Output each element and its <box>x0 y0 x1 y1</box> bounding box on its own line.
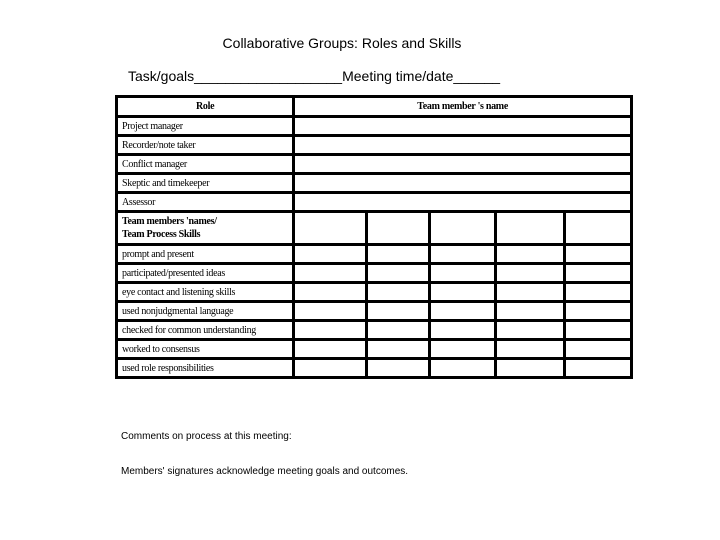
skill-score-cell[interactable] <box>294 245 366 264</box>
role-label: Project manager <box>117 117 294 136</box>
member-name-cell[interactable] <box>366 212 430 245</box>
skill-score-cell[interactable] <box>366 264 430 283</box>
role-row <box>117 174 632 193</box>
skill-row <box>117 283 632 302</box>
skill-score-cell[interactable] <box>495 302 565 321</box>
role-label: Skeptic and timekeeper <box>117 174 294 193</box>
member-name-cell[interactable] <box>294 136 632 155</box>
skill-score-cell[interactable] <box>366 321 430 340</box>
member-name-header: Team member 's name <box>294 97 632 117</box>
skill-row <box>117 359 632 378</box>
skill-row <box>117 321 632 340</box>
skill-score-cell[interactable] <box>565 245 632 264</box>
skill-score-cell[interactable] <box>294 264 366 283</box>
role-row <box>117 136 632 155</box>
skill-score-cell[interactable] <box>430 283 496 302</box>
skill-label: eye contact and listening skills <box>117 283 294 302</box>
skill-score-cell[interactable] <box>430 340 496 359</box>
skill-label: prompt and present <box>117 245 294 264</box>
skill-score-cell[interactable] <box>294 302 366 321</box>
skill-score-cell[interactable] <box>430 264 496 283</box>
skill-row <box>117 245 632 264</box>
role-row <box>117 117 632 136</box>
skill-score-cell[interactable] <box>430 302 496 321</box>
skill-score-cell[interactable] <box>366 283 430 302</box>
role-label: Conflict manager <box>117 155 294 174</box>
skill-row <box>117 302 632 321</box>
role-row <box>117 155 632 174</box>
skill-score-cell[interactable] <box>495 321 565 340</box>
member-name-cell[interactable] <box>294 212 366 245</box>
skill-row <box>117 264 632 283</box>
skills-header-line1: Team members 'names/ <box>122 216 217 227</box>
roles-skills-table <box>115 95 633 379</box>
skill-score-cell[interactable] <box>430 245 496 264</box>
skill-label: used role responsibilities <box>117 359 294 378</box>
table-header-row <box>117 97 632 117</box>
role-label: Assessor <box>117 193 294 212</box>
skill-score-cell[interactable] <box>366 359 430 378</box>
comments-label: Comments on process at this meeting: <box>121 431 292 442</box>
skill-row <box>117 340 632 359</box>
skill-score-cell[interactable] <box>294 340 366 359</box>
member-name-cell[interactable] <box>294 193 632 212</box>
member-name-cell[interactable] <box>294 155 632 174</box>
task-meeting-line[interactable]: Task/goals___________________Meeting time/date______ <box>128 68 501 84</box>
skill-label: worked to consensus <box>117 340 294 359</box>
member-name-cell[interactable] <box>565 212 632 245</box>
team-members-row <box>117 212 632 245</box>
skill-score-cell[interactable] <box>565 340 632 359</box>
skill-score-cell[interactable] <box>495 283 565 302</box>
role-row <box>117 193 632 212</box>
page-title: Collaborative Groups: Roles and Skills <box>222 35 462 51</box>
member-name-cell[interactable] <box>294 174 632 193</box>
skill-score-cell[interactable] <box>495 359 565 378</box>
skill-score-cell[interactable] <box>430 321 496 340</box>
skill-label: checked for common understanding <box>117 321 294 340</box>
skills-header <box>117 212 294 245</box>
member-name-cell[interactable] <box>294 117 632 136</box>
skill-score-cell[interactable] <box>294 321 366 340</box>
member-name-cell[interactable] <box>430 212 496 245</box>
skill-score-cell[interactable] <box>565 302 632 321</box>
skill-score-cell[interactable] <box>366 340 430 359</box>
skill-label: participated/presented ideas <box>117 264 294 283</box>
role-header: Role <box>117 97 294 117</box>
role-label: Recorder/note taker <box>117 136 294 155</box>
skill-score-cell[interactable] <box>565 321 632 340</box>
skill-score-cell[interactable] <box>366 245 430 264</box>
skill-score-cell[interactable] <box>430 359 496 378</box>
skill-score-cell[interactable] <box>294 359 366 378</box>
skill-score-cell[interactable] <box>495 245 565 264</box>
skill-score-cell[interactable] <box>495 340 565 359</box>
skill-score-cell[interactable] <box>565 359 632 378</box>
skill-score-cell[interactable] <box>294 283 366 302</box>
skill-score-cell[interactable] <box>366 302 430 321</box>
skills-header-line2: Team Process Skills <box>122 229 201 240</box>
member-name-cell[interactable] <box>495 212 565 245</box>
skill-score-cell[interactable] <box>495 264 565 283</box>
skill-score-cell[interactable] <box>565 264 632 283</box>
skill-label: used nonjudgmental language <box>117 302 294 321</box>
signatures-label: Members' signatures acknowledge meeting goals and outcomes. <box>121 466 409 477</box>
skill-score-cell[interactable] <box>565 283 632 302</box>
